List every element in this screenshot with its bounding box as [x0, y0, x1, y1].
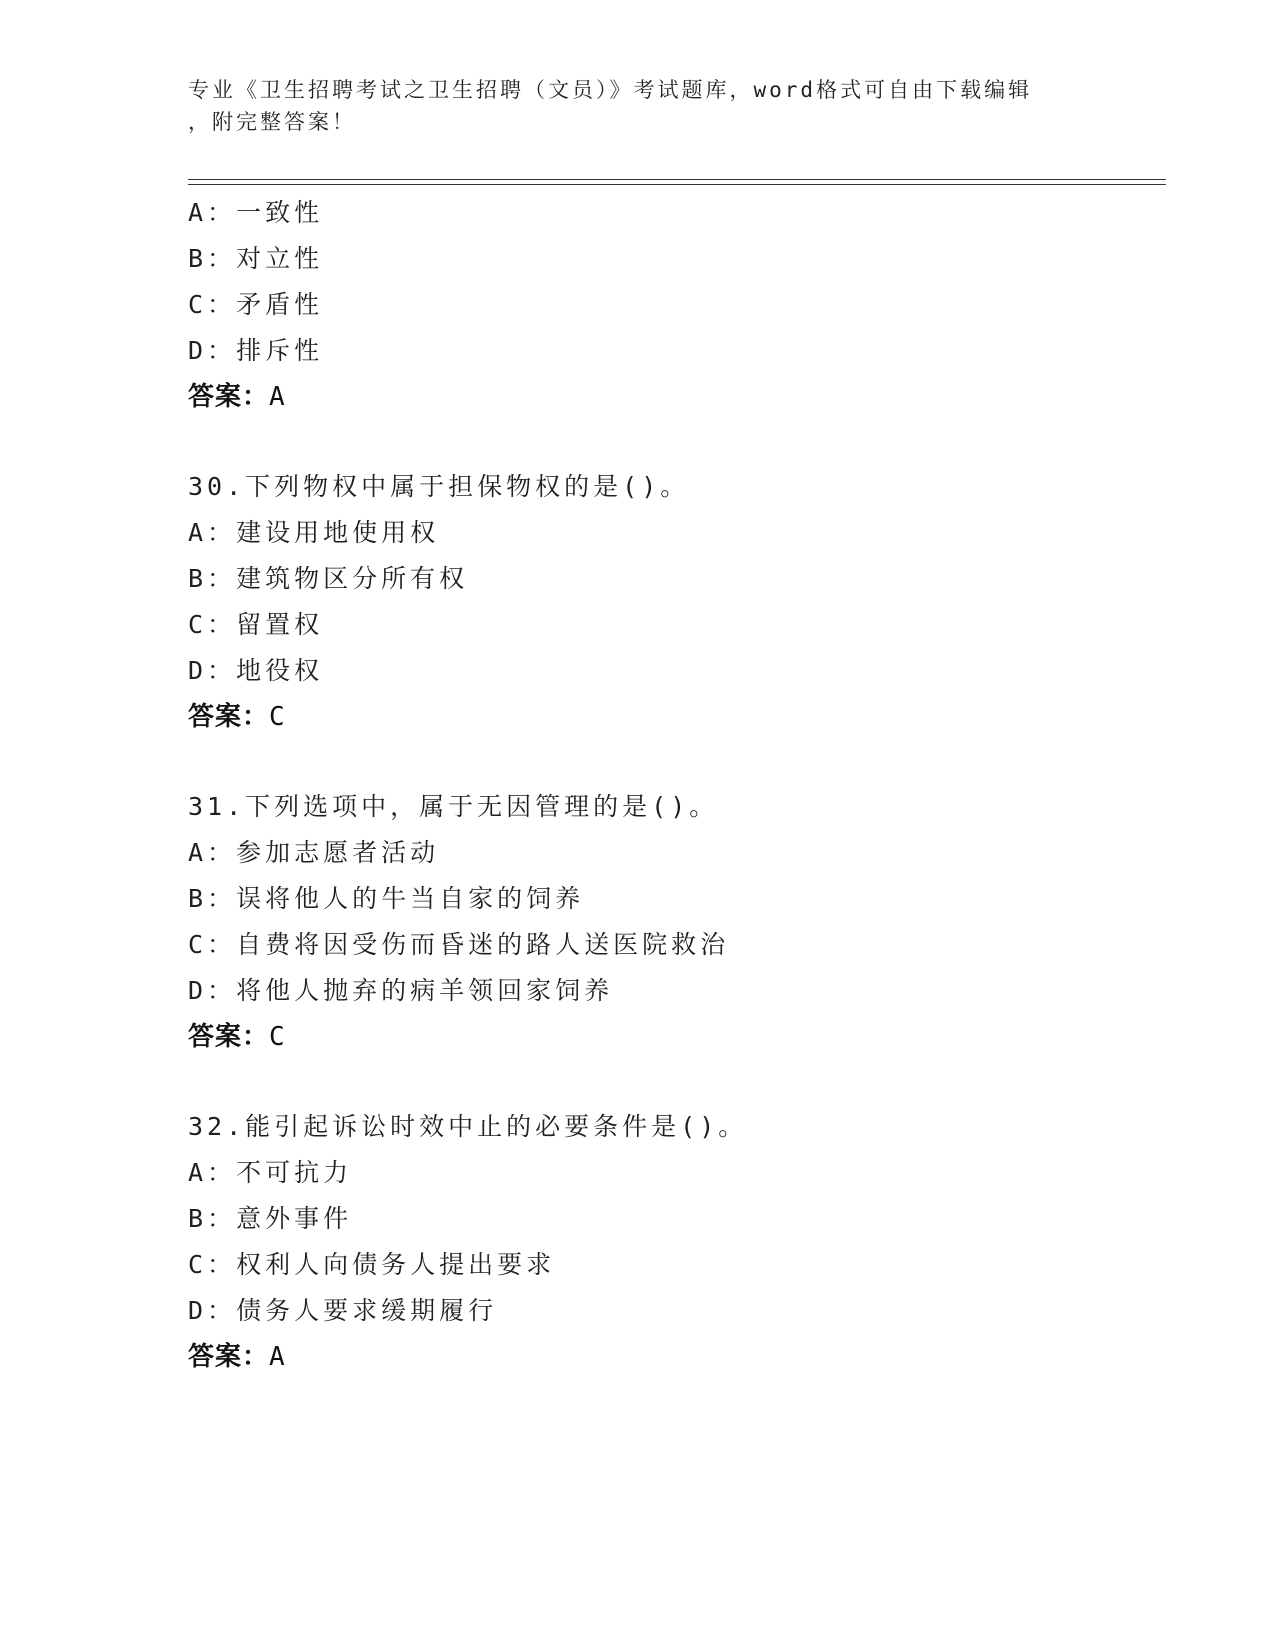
- option-letter: B：: [188, 1204, 237, 1233]
- question-29-continued: [188, 190, 1168, 420]
- option-a: [188, 510, 1168, 556]
- option-letter: A：: [188, 1158, 237, 1187]
- option-letter: B：: [188, 884, 237, 913]
- option-text: 排斥性: [236, 336, 324, 365]
- header-divider-top: [188, 179, 1166, 180]
- question-stem: 31.下列选项中，属于无因管理的是()。: [188, 792, 719, 821]
- option-text: 留置权: [236, 610, 324, 639]
- header-line-1: 专业《卫生招聘考试之卫生招聘（文员）》考试题库，word格式可自由下载编辑: [188, 78, 1033, 102]
- option-d: [188, 328, 1168, 374]
- question-list: [188, 190, 1168, 1380]
- answer-label: 答案：: [188, 382, 270, 412]
- option-letter: D：: [188, 976, 237, 1005]
- option-b: [188, 1196, 1168, 1242]
- header-line-2: ，附完整答案！: [188, 110, 356, 134]
- option-text: 权利人向债务人提出要求: [236, 1250, 556, 1279]
- question-32: [188, 1104, 1168, 1380]
- option-letter: A：: [188, 838, 237, 867]
- option-letter: C：: [188, 610, 237, 639]
- answer-line: [188, 1014, 1168, 1060]
- option-text: 地役权: [236, 656, 324, 685]
- option-text: 意外事件: [236, 1204, 353, 1233]
- option-c: [188, 282, 1168, 328]
- option-d: [188, 968, 1168, 1014]
- answer-value: A: [269, 1342, 287, 1372]
- option-letter: D：: [188, 1296, 237, 1325]
- option-a: [188, 830, 1168, 876]
- option-text: 建设用地使用权: [236, 518, 440, 547]
- answer-label: 答案：: [188, 1022, 270, 1052]
- option-text: 矛盾性: [236, 290, 324, 319]
- option-letter: D：: [188, 336, 237, 365]
- option-letter: B：: [188, 244, 237, 273]
- option-text: 将他人抛弃的病羊领回家饲养: [236, 976, 614, 1005]
- option-b: [188, 876, 1168, 922]
- option-text: 自费将因受伤而昏迷的路人送医院救治: [236, 930, 730, 959]
- option-letter: C：: [188, 930, 237, 959]
- option-c: [188, 1242, 1168, 1288]
- option-b: [188, 236, 1168, 282]
- question-31: [188, 784, 1168, 1060]
- option-letter: D：: [188, 656, 237, 685]
- document-header: [188, 74, 1088, 138]
- answer-value: A: [269, 382, 287, 412]
- header-divider-bottom: [188, 184, 1166, 185]
- answer-value: C: [269, 702, 287, 732]
- option-text: 债务人要求缓期履行: [236, 1296, 498, 1325]
- option-c: [188, 602, 1168, 648]
- question-stem: 30.下列物权中属于担保物权的是()。: [188, 472, 690, 501]
- option-letter: B：: [188, 564, 237, 593]
- option-text: 误将他人的牛当自家的饲养: [236, 884, 585, 913]
- answer-line: [188, 694, 1168, 740]
- answer-value: C: [269, 1022, 287, 1052]
- option-text: 建筑物区分所有权: [236, 564, 469, 593]
- option-d: [188, 1288, 1168, 1334]
- option-letter: C：: [188, 1250, 237, 1279]
- answer-label: 答案：: [188, 1342, 270, 1372]
- answer-label: 答案：: [188, 702, 270, 732]
- option-text: 不可抗力: [236, 1158, 353, 1187]
- question-30: [188, 464, 1168, 740]
- option-a: [188, 1150, 1168, 1196]
- option-text: 参加志愿者活动: [236, 838, 440, 867]
- option-c: [188, 922, 1168, 968]
- option-letter: A：: [188, 198, 237, 227]
- option-letter: A：: [188, 518, 237, 547]
- option-letter: C：: [188, 290, 237, 319]
- option-a: [188, 190, 1168, 236]
- answer-line: [188, 1334, 1168, 1380]
- option-d: [188, 648, 1168, 694]
- option-text: 对立性: [236, 244, 324, 273]
- option-text: 一致性: [236, 198, 324, 227]
- option-b: [188, 556, 1168, 602]
- question-stem: 32.能引起诉讼时效中止的必要条件是()。: [188, 1112, 748, 1141]
- answer-line: [188, 374, 1168, 420]
